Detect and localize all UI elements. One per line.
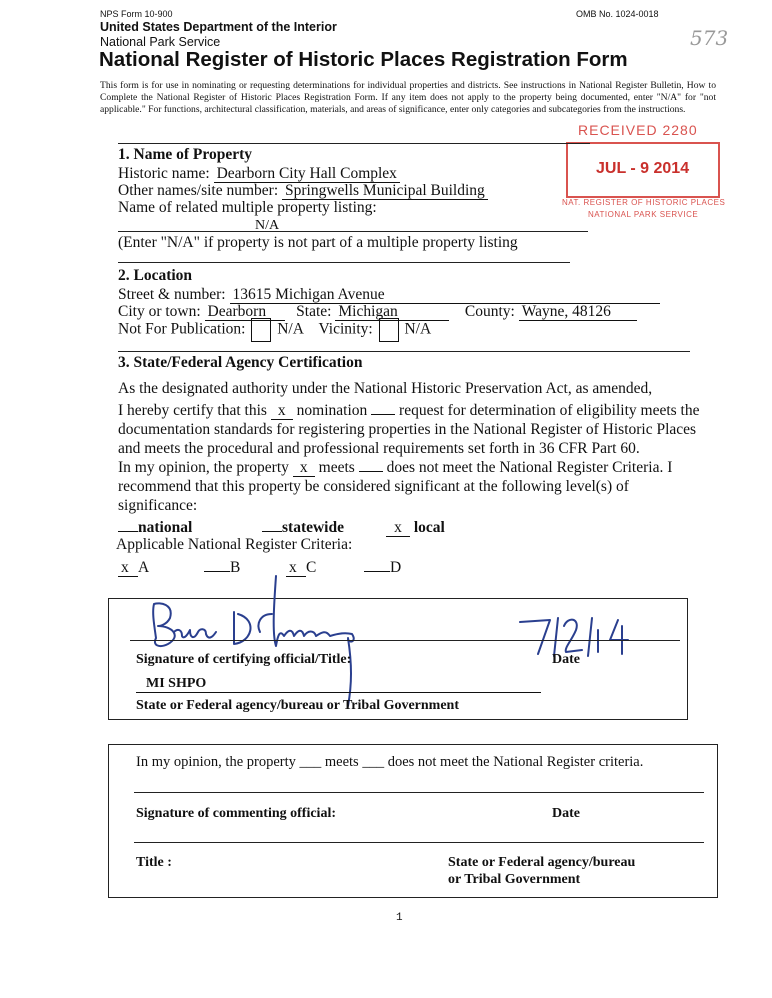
stamp-received: RECEIVED 2280: [578, 122, 698, 138]
related-value: N/A: [255, 218, 280, 233]
comment-sig-label: Signature of commenting official:: [136, 806, 336, 821]
section1-heading: 1. Name of Property: [118, 146, 253, 163]
publication-row: [118, 318, 431, 342]
comment-rule-1: [134, 792, 704, 793]
instructions: This form is for use in nominating or requesting determinations for individual properties and districts. See instructions in National Register Bulletin, How to Complete the National Register of Historic Places Registration Form. If any item does not apply to the property being documented, enter "N/A" for "not applicable." For functions, architectural classification, materials, and areas of significance, enter only categories and subcategories from the instructions.: [100, 80, 716, 115]
stamp-line1: NAT. REGISTER OF HISTORIC PLACES: [562, 198, 726, 207]
agency-value: MI SHPO: [136, 677, 541, 693]
local-label: local: [413, 519, 445, 536]
comment-date-label: Date: [552, 806, 580, 821]
state-value: Michigan: [335, 304, 449, 321]
section2-heading: 2. Location: [118, 267, 193, 284]
signature-handwriting: [130, 574, 690, 714]
date-stroke-7: [520, 620, 550, 654]
nfp-na: N/A: [277, 320, 304, 338]
p2-text-c: request for determination of eligibility meets the documentation standards for registering properties in the National Register of Historic Places and meets the procedural and professional requirements set forth in 36 CFR Part 60.: [118, 402, 700, 458]
related-underline: [118, 231, 588, 232]
vicinity-label: Vicinity:: [318, 320, 373, 338]
sig-label: Signature of certifying official/Title:: [136, 652, 352, 667]
county-label: County:: [464, 303, 515, 320]
nfp-label: Not For Publication:: [118, 320, 246, 338]
sig-date-label: Date: [552, 652, 580, 667]
county-value: Wayne, 48126: [519, 304, 637, 321]
vicinity-na: N/A: [404, 320, 432, 338]
date-stroke-2: [564, 620, 582, 652]
historic-name-value: Dearborn City Hall Complex: [214, 166, 400, 183]
p2-text-b: nomination: [296, 402, 368, 419]
comment-title-label: Title :: [136, 855, 172, 870]
state-label: State:: [296, 303, 332, 320]
historic-name-label: Historic name:: [118, 165, 210, 182]
comment-rule-2: [134, 842, 704, 843]
crit-a-label: A: [138, 559, 150, 576]
sig-stroke-c: [259, 614, 273, 632]
p2-text-a: I hereby certify that this: [118, 402, 267, 419]
criteria-label: Applicable National Register Criteria:: [116, 536, 353, 553]
statewide-blank: [262, 531, 282, 532]
other-names-value: Springwells Municipal Building: [282, 183, 488, 200]
vicinity-checkbox[interactable]: [379, 318, 399, 342]
city-value: Dearborn: [205, 304, 285, 321]
agency-row: [136, 674, 541, 693]
form-title: National Register of Historic Places Registration Form: [99, 48, 628, 71]
comment-opinion: In my opinion, the property ___ meets ___ does not meet the National Register criteria.: [136, 754, 644, 770]
level-local: [386, 518, 445, 537]
section3-heading: 3. State/Federal Agency Certification: [118, 354, 363, 371]
city-label: City or town:: [118, 303, 201, 320]
section1-rule: [118, 143, 590, 144]
comment-agency-1: State or Federal agency/bureau: [448, 855, 636, 870]
other-names-label: Other names/site number:: [118, 182, 279, 199]
received-stamp: [548, 112, 728, 240]
section3-p3: [118, 458, 702, 515]
national-blank: [118, 531, 138, 532]
stamp-line2: NATIONAL PARK SERVICE: [588, 210, 699, 219]
p3-text-c: does not meet the National Register Criteria. I recommend that this property be considered significant at the following level(s) of significance:: [118, 459, 673, 515]
sig-stroke-conway: [274, 576, 354, 646]
section1-note: (Enter "N/A" if property is not part of a multiple property listing: [118, 234, 518, 251]
p3-mark: x: [293, 460, 315, 477]
national-label: national: [138, 519, 193, 536]
street-value: 13615 Michigan Avenue: [230, 287, 660, 304]
form-number: NPS Form 10-900: [100, 9, 173, 19]
local-mark: x: [386, 520, 410, 537]
p2-mark: x: [271, 403, 293, 420]
section3-p1: As the designated authority under the National Historic Preservation Act, as amended,: [118, 380, 653, 397]
p3-blank: [359, 471, 383, 472]
section1-end-rule: [118, 262, 570, 263]
stamp-date: JUL - 9 2014: [596, 160, 690, 177]
crit-c-mark: x: [286, 560, 306, 577]
crit-d-label: D: [390, 559, 402, 576]
department: United States Department of the Interior: [100, 20, 337, 34]
date-stroke-slash2: [588, 618, 592, 656]
street-label: Street & number:: [118, 286, 226, 303]
crit-b-label: B: [230, 559, 241, 576]
p2-blank: [371, 414, 395, 415]
section3-p2: [118, 401, 710, 458]
agency-label: State or Federal agency/bureau or Tribal Government: [136, 698, 460, 713]
p3-text-a: In my opinion, the property: [118, 459, 289, 476]
crit-a-mark: x: [118, 560, 138, 577]
related-label: Name of related multiple property listing:: [118, 199, 377, 216]
signature-line: [130, 640, 680, 641]
sig-stroke-ian: [174, 629, 216, 637]
page-number: 1: [396, 912, 403, 924]
p3-text-b: meets: [318, 459, 355, 476]
crit-c-label: C: [306, 559, 317, 576]
crit-b-blank: [204, 571, 230, 572]
handwritten-number: 573: [690, 26, 729, 50]
service: National Park Service: [100, 35, 221, 49]
comment-agency-2: or Tribal Government: [448, 872, 581, 887]
statewide-label: statewide: [282, 519, 344, 536]
nfp-checkbox[interactable]: [251, 318, 271, 342]
omb-number: OMB No. 1024-0018: [576, 9, 659, 19]
date-stroke-4: [610, 620, 628, 654]
section2-end-rule: [118, 351, 690, 352]
crit-d-blank: [364, 571, 390, 572]
